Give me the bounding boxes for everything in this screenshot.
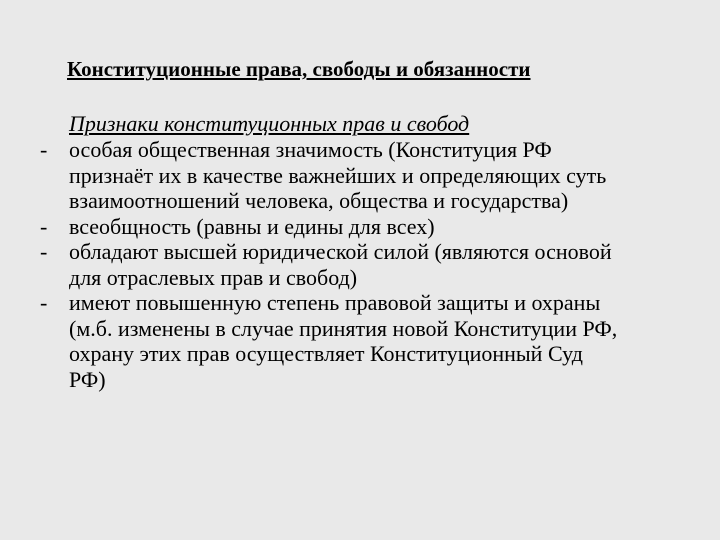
item-text-line: для отраслевых прав и свобод) [69, 264, 358, 290]
list-item [40, 290, 680, 392]
item-text-line: признаёт их в качестве важнейших и определяющих суть [69, 162, 607, 188]
item-text-line: охрану этих прав осуществляет Конституционный Суд [69, 341, 583, 366]
list-item [40, 137, 680, 214]
dash-bullet: - [40, 213, 48, 239]
list-item [40, 214, 680, 240]
list-item [40, 239, 680, 290]
item-text-line: обладают высшей юридической силой (являются основой [69, 239, 612, 264]
features-list [40, 137, 680, 392]
item-text-line: (м.б. изменены в случае принятия новой Конституции РФ, [69, 315, 618, 341]
item-text-line: имеют повышенную степень правовой защиты и охраны [69, 290, 601, 315]
item-text-line: взаимоотношений человека, общества и государства) [69, 188, 569, 213]
item-text-line: всеобщность (равны и едины для всех) [69, 213, 435, 239]
slide-title: Конституционные права, свободы и обязанности [67, 57, 531, 81]
slide-subtitle: Признаки конституционных прав и свобод [69, 111, 470, 136]
item-text-line: особая общественная значимость (Конституция РФ [69, 137, 552, 162]
dash-bullet: - [40, 290, 48, 315]
item-text-line: РФ) [69, 366, 106, 392]
dash-bullet: - [40, 239, 48, 264]
dash-bullet: - [40, 137, 48, 162]
